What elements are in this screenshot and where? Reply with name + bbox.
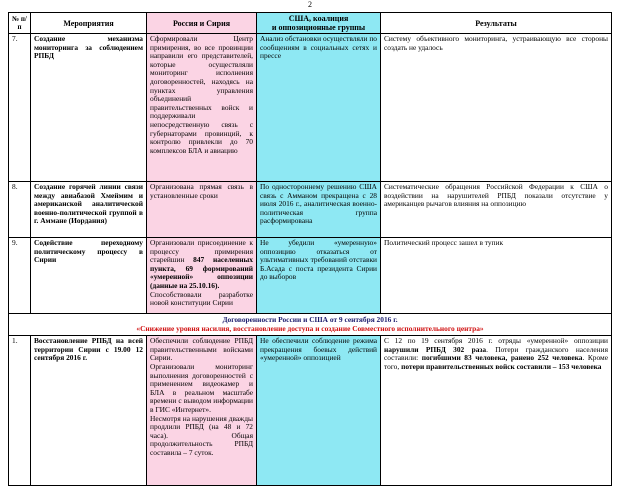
table-header-row: [9, 13, 612, 34]
row-num: 8.: [9, 182, 31, 238]
header-activity: Мероприятия: [31, 13, 147, 34]
russia-text: Несмотря на нарушения дважды продлили РПБД (на 48 и 72 часа). Общая продолжительность РПБД составила – 7 суток.: [150, 413, 253, 457]
row-activity: Создание горячей линии связи между авиабазой Хмеймим и американской аналитической военно-политической группой в г. Аммане (Иордания): [31, 182, 147, 238]
row-results: Систему объективного мониторинга, устраивающую все стороны создать не удалось: [381, 34, 612, 182]
row-usa: По одностороннему решению США связь с Амманом прекращена с 28 июля 2016 г., аналитическая военно-политическая группа расформирована: [257, 182, 381, 238]
row-activity: Создание механизма мониторинга за соблюдением РПБД: [31, 34, 147, 182]
russia-text: Способствовали разработке новой конституции Сирии: [150, 289, 253, 308]
table-row: [9, 238, 612, 314]
section-band-row: [9, 314, 612, 336]
page-number: 2: [308, 0, 312, 9]
section-band: [9, 314, 612, 336]
row-results: [381, 336, 612, 486]
results-text-bold: погибшими 83 человека, ранено 252 человека: [421, 353, 583, 363]
section-subtitle: «Снижение уровня насилия, восстановление доступа и создание Совместного исполнительного центра»: [136, 323, 484, 333]
row-russia: Организована прямая связь в установленные сроки: [147, 182, 257, 238]
russia-text: Обеспечили соблюдение РПБД правительственными войсками Сирии.: [150, 336, 253, 363]
results-text: С 12 по 19 сентября 2016 г. отряды «умеренной» оппозиции: [384, 336, 608, 346]
row-usa: Анализ обстановки осуществляли по сообщениям в социальных сетях и прессе: [257, 34, 381, 182]
row-results: Политический процесс зашел в тупик: [381, 238, 612, 314]
table-row: [9, 336, 612, 486]
results-text: . Потери гражданского населения составили:: [384, 344, 608, 363]
russia-text-bold: 847 населенных пункта, 69 формирований «умеренной» оппозиции (данные на 25.10.16).: [150, 255, 253, 290]
row-activity: Содействие переходному политическому процессу в Сирии: [31, 238, 147, 314]
table-row: [9, 182, 612, 238]
header-usa-line1: США, коалиция: [288, 14, 349, 23]
agreements-table: [8, 12, 612, 486]
header-num: № п/п: [9, 13, 31, 34]
row-usa: Не убедили «умеренную» оппозицию отказаться от ультимативных требований отставки Б.Асада с поста президента Сирии до выборов: [257, 238, 381, 314]
table-row: [9, 34, 612, 182]
russia-text: Организовали присоединение к процессу примирения старейшин: [150, 238, 253, 265]
russia-text: Организовали мониторинг выполнения договоренностей с применением видеокамер и БЛА в реальном масштабе времени с выводом информации в ГИС «Интернет».: [150, 361, 253, 414]
results-text: . Кроме того,: [384, 353, 608, 371]
section-title: Договоренности России и США от 9 сентября 2016 г.: [222, 315, 398, 324]
results-text-bold: потери правительственных войск составили – 153 человека: [401, 361, 602, 371]
header-usa-coalition: [257, 13, 381, 34]
header-usa-line2: и оппозиционные группы: [271, 23, 366, 32]
header-russia-syria: Россия и Сирия: [147, 13, 257, 34]
results-text-bold: нарушили РПБД 302 раза: [384, 344, 487, 354]
row-russia: Сформировали Центр примирения, во все провинции направили его представителей, которые осуществляли мониторинг исполнения договоренностей, находясь на пунктах управления объединений правительственных войск и поддерживали непосредственную связь с губернаторами провинций, к контролю привлекли до 70 комплексов БЛА и авиацию: [147, 34, 257, 182]
row-russia: [147, 238, 257, 314]
row-usa: Не обеспечили соблюдение режима прекращения боевых действий «умеренной» оппозицией: [257, 336, 381, 486]
row-num: 9.: [9, 238, 31, 314]
row-num: 7.: [9, 34, 31, 182]
row-num: 1.: [9, 336, 31, 486]
row-activity: Восстановление РПБД на всей территории Сирии с 19.00 12 сентября 2016 г.: [31, 336, 147, 486]
row-russia: [147, 336, 257, 486]
row-results: Систематические обращения Российской Федерации к США о воздействии на нарушителей РПБД показали отсутствие у американцев рычагов влияния на оппозицию: [381, 182, 612, 238]
header-results: Результаты: [381, 13, 612, 34]
